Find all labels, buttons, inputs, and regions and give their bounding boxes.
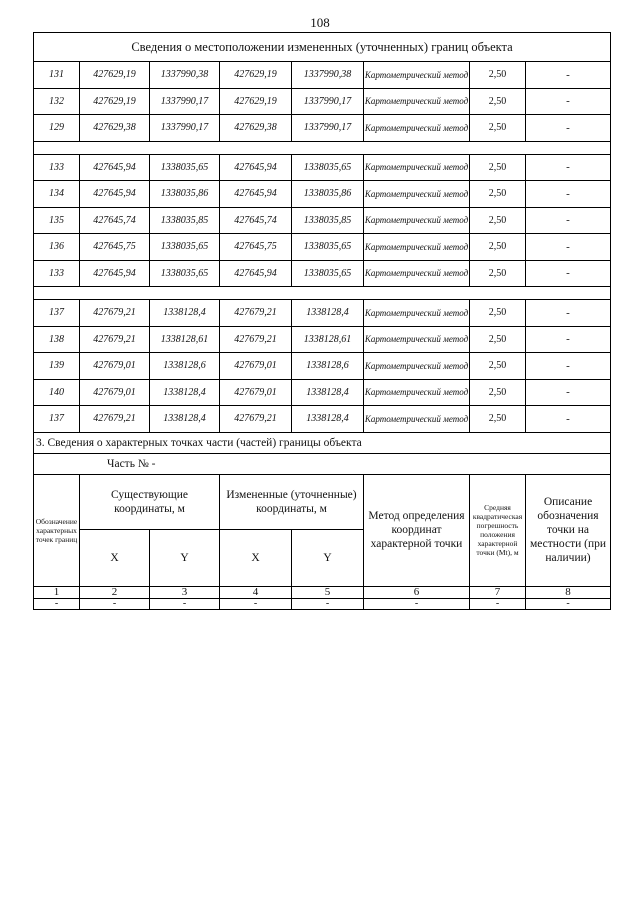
existing-x-cell: 427629,19: [80, 62, 150, 89]
changed-x-cell: 427645,74: [220, 207, 292, 234]
header-accuracy: Средняя квадратическая погрешность положения характерной точки (Мt), м: [470, 474, 526, 586]
changed-x-cell: 427629,19: [220, 88, 292, 115]
point-number-cell: 135: [34, 207, 80, 234]
changed-x-cell: 427679,21: [220, 300, 292, 327]
changed-x-cell: 427645,94: [220, 181, 292, 208]
description-cell: -: [526, 234, 611, 261]
empty-cell: -: [80, 598, 150, 609]
empty-cell: -: [470, 598, 526, 609]
method-cell: Картометрический метод: [364, 154, 470, 181]
accuracy-cell: 2,50: [470, 406, 526, 433]
point-number-cell: 137: [34, 300, 80, 327]
existing-y-cell: 1338128,61: [150, 326, 220, 353]
accuracy-cell: 2,50: [470, 353, 526, 380]
method-cell: Картометрический метод: [364, 406, 470, 433]
empty-cell: -: [292, 598, 364, 609]
column-number: 4: [220, 586, 292, 598]
description-cell: -: [526, 300, 611, 327]
method-cell: Картометрический метод: [364, 234, 470, 261]
description-cell: -: [526, 154, 611, 181]
part-number-label: Часть № -: [107, 457, 156, 470]
description-cell: -: [526, 353, 611, 380]
method-cell: Картометрический метод: [364, 379, 470, 406]
header-method: Метод определения координат характерной точки: [364, 474, 470, 586]
method-cell: Картометрический метод: [364, 326, 470, 353]
point-number-cell: 136: [34, 234, 80, 261]
existing-y-cell: 1338035,65: [150, 234, 220, 261]
group-separator-row: [34, 141, 611, 154]
empty-cell: -: [150, 598, 220, 609]
coordinate-row: [34, 234, 611, 261]
header-changed-y: Y: [292, 529, 364, 586]
method-cell: Картометрический метод: [364, 260, 470, 287]
changed-x-cell: 427645,94: [220, 154, 292, 181]
existing-x-cell: 427679,01: [80, 379, 150, 406]
coordinate-row: [34, 154, 611, 181]
accuracy-cell: 2,50: [470, 260, 526, 287]
coordinate-row: [34, 379, 611, 406]
column-number: 6: [364, 586, 470, 598]
existing-x-cell: 427629,38: [80, 115, 150, 142]
changed-x-cell: 427645,75: [220, 234, 292, 261]
empty-cell: -: [364, 598, 470, 609]
accuracy-cell: 2,50: [470, 379, 526, 406]
point-number-cell: 137: [34, 406, 80, 433]
column-number: 7: [470, 586, 526, 598]
changed-y-cell: 1338128,4: [292, 379, 364, 406]
coordinate-row: [34, 353, 611, 380]
separator-cell: [34, 141, 611, 154]
coordinate-row: [34, 326, 611, 353]
existing-x-cell: 427679,21: [80, 406, 150, 433]
empty-cell: -: [34, 598, 80, 609]
description-cell: -: [526, 88, 611, 115]
method-cell: Картометрический метод: [364, 62, 470, 89]
changed-x-cell: 427629,38: [220, 115, 292, 142]
header-existing-x: X: [80, 529, 150, 586]
column-number: 2: [80, 586, 150, 598]
existing-y-cell: 1337990,17: [150, 88, 220, 115]
group-separator-row: [34, 287, 611, 300]
column-number: 5: [292, 586, 364, 598]
existing-x-cell: 427645,74: [80, 207, 150, 234]
existing-x-cell: 427679,21: [80, 300, 150, 327]
changed-x-cell: 427679,21: [220, 326, 292, 353]
changed-y-cell: 1337990,17: [292, 88, 364, 115]
accuracy-cell: 2,50: [470, 88, 526, 115]
description-cell: -: [526, 62, 611, 89]
coordinate-row: [34, 62, 611, 89]
changed-y-cell: 1338035,86: [292, 181, 364, 208]
existing-x-cell: 427645,94: [80, 260, 150, 287]
coordinate-row: [34, 406, 611, 433]
coordinate-row: [34, 181, 611, 208]
method-cell: Картометрический метод: [364, 88, 470, 115]
changed-y-cell: 1338128,4: [292, 406, 364, 433]
existing-y-cell: 1338035,65: [150, 260, 220, 287]
column-number: 1: [34, 586, 80, 598]
coordinate-row: [34, 300, 611, 327]
section3-title: 3. Сведения о характерных точках части (частей) границы объекта: [34, 432, 611, 453]
existing-x-cell: 427645,94: [80, 181, 150, 208]
description-cell: -: [526, 406, 611, 433]
changed-y-cell: 1338128,61: [292, 326, 364, 353]
changed-y-cell: 1337990,38: [292, 62, 364, 89]
existing-y-cell: 1338035,65: [150, 154, 220, 181]
header-point-designation: Обозначение характерных точек границ: [34, 474, 80, 586]
coordinate-row: [34, 207, 611, 234]
page-number: 108: [310, 15, 330, 30]
changed-y-cell: 1337990,17: [292, 115, 364, 142]
method-cell: Картометрический метод: [364, 353, 470, 380]
changed-y-cell: 1338035,65: [292, 154, 364, 181]
accuracy-cell: 2,50: [470, 326, 526, 353]
existing-y-cell: 1338035,86: [150, 181, 220, 208]
existing-y-cell: 1338128,4: [150, 300, 220, 327]
existing-x-cell: 427679,21: [80, 326, 150, 353]
method-cell: Картометрический метод: [364, 181, 470, 208]
description-cell: -: [526, 379, 611, 406]
coordinate-row: [34, 115, 611, 142]
description-cell: -: [526, 326, 611, 353]
point-number-cell: 133: [34, 154, 80, 181]
part-number-row: [34, 453, 611, 474]
empty-data-row: [34, 598, 611, 609]
point-number-cell: 139: [34, 353, 80, 380]
point-number-cell: 129: [34, 115, 80, 142]
changed-x-cell: 427645,94: [220, 260, 292, 287]
existing-y-cell: 1337990,17: [150, 115, 220, 142]
existing-y-cell: 1338035,85: [150, 207, 220, 234]
accuracy-cell: 2,50: [470, 234, 526, 261]
accuracy-cell: 2,50: [470, 62, 526, 89]
header-existing-coordinates: Существующие координаты, м: [80, 474, 220, 529]
header-changed-coordinates: Измененные (уточненные) координаты, м: [220, 474, 364, 529]
empty-cell: -: [526, 598, 611, 609]
header-row: [34, 474, 611, 529]
changed-y-cell: 1338128,6: [292, 353, 364, 380]
accuracy-cell: 2,50: [470, 154, 526, 181]
separator-cell: [34, 287, 611, 300]
method-cell: Картометрический метод: [364, 300, 470, 327]
changed-x-cell: 427679,01: [220, 353, 292, 380]
coordinate-row: [34, 88, 611, 115]
section-title: Сведения о местоположении измененных (уточненных) границ объекта: [34, 33, 611, 62]
description-cell: -: [526, 207, 611, 234]
header-existing-y: Y: [150, 529, 220, 586]
point-number-cell: 133: [34, 260, 80, 287]
existing-y-cell: 1338128,4: [150, 379, 220, 406]
existing-y-cell: 1337990,38: [150, 62, 220, 89]
point-number-cell: 132: [34, 88, 80, 115]
point-number-cell: 134: [34, 181, 80, 208]
existing-x-cell: 427629,19: [80, 88, 150, 115]
changed-y-cell: 1338128,4: [292, 300, 364, 327]
point-number-cell: 140: [34, 379, 80, 406]
point-number-cell: 131: [34, 62, 80, 89]
method-cell: Картометрический метод: [364, 207, 470, 234]
changed-y-cell: 1338035,65: [292, 260, 364, 287]
coordinate-row: [34, 260, 611, 287]
description-cell: -: [526, 260, 611, 287]
existing-x-cell: 427645,75: [80, 234, 150, 261]
empty-cell: -: [220, 598, 292, 609]
description-cell: -: [526, 115, 611, 142]
column-numbers-row: [34, 586, 611, 598]
accuracy-cell: 2,50: [470, 115, 526, 142]
existing-y-cell: 1338128,4: [150, 406, 220, 433]
column-number: 8: [526, 586, 611, 598]
column-number: 3: [150, 586, 220, 598]
description-cell: -: [526, 181, 611, 208]
existing-y-cell: 1338128,6: [150, 353, 220, 380]
accuracy-cell: 2,50: [470, 181, 526, 208]
accuracy-cell: 2,50: [470, 207, 526, 234]
accuracy-cell: 2,50: [470, 300, 526, 327]
section-title-row: [34, 33, 611, 62]
changed-x-cell: 427679,21: [220, 406, 292, 433]
existing-x-cell: 427645,94: [80, 154, 150, 181]
point-number-cell: 138: [34, 326, 80, 353]
header-description: Описание обозначения точки на местности (при наличии): [526, 474, 611, 586]
changed-x-cell: 427679,01: [220, 379, 292, 406]
existing-x-cell: 427679,01: [80, 353, 150, 380]
method-cell: Картометрический метод: [364, 115, 470, 142]
changed-y-cell: 1338035,85: [292, 207, 364, 234]
changed-x-cell: 427629,19: [220, 62, 292, 89]
coordinates-table: [33, 32, 611, 610]
section3-title-row: [34, 432, 611, 453]
changed-y-cell: 1338035,65: [292, 234, 364, 261]
header-changed-x: X: [220, 529, 292, 586]
